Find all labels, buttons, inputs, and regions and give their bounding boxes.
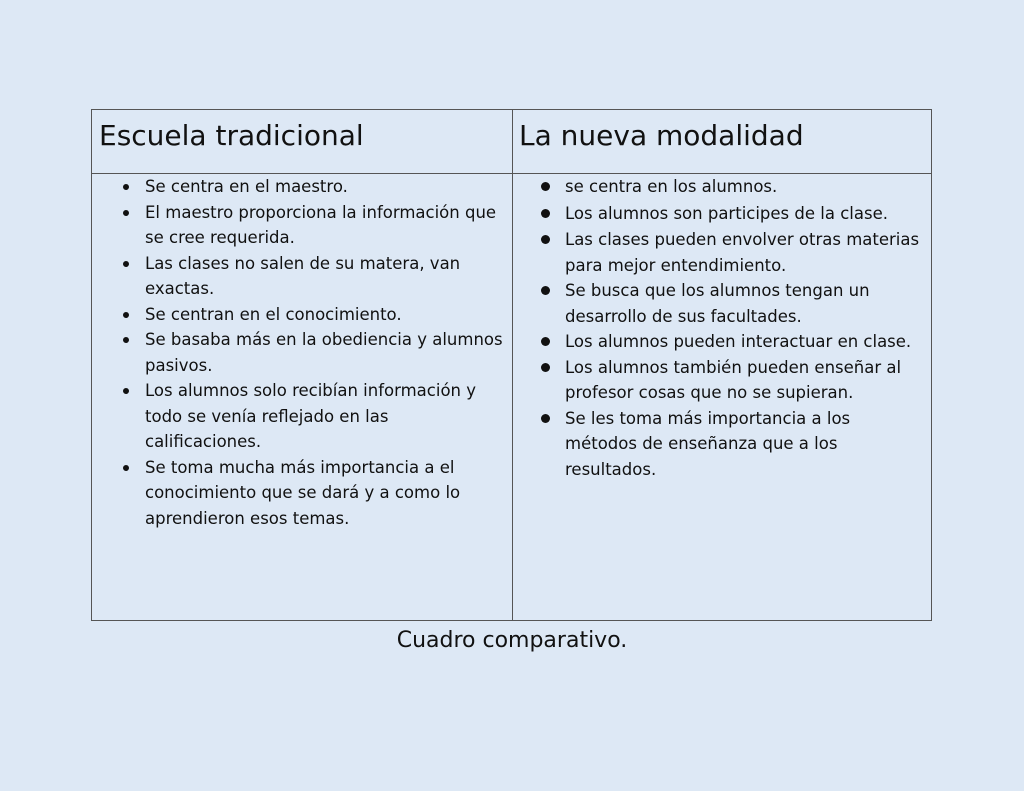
bullet-icon bbox=[123, 261, 129, 267]
list-item: Los alumnos son participes de la clase. bbox=[565, 201, 927, 227]
list-item: se centra en los alumnos. bbox=[565, 174, 927, 200]
list-item: Se centran en el conocimiento. bbox=[145, 302, 505, 328]
list-item: Las clases no salen de su matera, van exactas. bbox=[145, 251, 505, 302]
left-column-list bbox=[145, 174, 505, 531]
bullet-icon bbox=[541, 363, 550, 372]
bullet-icon bbox=[123, 312, 129, 318]
list-item: Se busca que los alumnos tengan un desarrollo de sus facultades. bbox=[565, 278, 927, 329]
bullet-icon bbox=[541, 414, 550, 423]
list-item: Se toma mucha más importancia a el conocimiento que se dará y a como lo aprendieron esos temas. bbox=[145, 455, 505, 532]
list-item: Se basaba más en la obediencia y alumnos pasivos. bbox=[145, 327, 505, 378]
list-item: Los alumnos también pueden enseñar al profesor cosas que no se supieran. bbox=[565, 355, 927, 406]
bullet-icon bbox=[123, 210, 129, 216]
table-caption: Cuadro comparativo. bbox=[396, 628, 628, 653]
bullet-icon bbox=[123, 337, 129, 343]
bullet-icon bbox=[123, 388, 129, 394]
bullet-icon bbox=[123, 184, 129, 190]
bullet-icon bbox=[541, 337, 550, 346]
right-column-list bbox=[565, 174, 927, 482]
list-item: Se centra en el maestro. bbox=[145, 174, 505, 200]
bullet-icon bbox=[123, 465, 129, 471]
list-item: Las clases pueden envolver otras materias para mejor entendimiento. bbox=[565, 227, 927, 278]
column-divider bbox=[512, 110, 513, 620]
list-item: El maestro proporciona la información que se cree requerida. bbox=[145, 200, 505, 251]
list-item: Los alumnos solo recibían información y todo se venía reflejado en las calificaciones. bbox=[145, 378, 505, 455]
bullet-icon bbox=[541, 286, 550, 295]
bullet-icon bbox=[541, 182, 550, 191]
header-escuela-tradicional: Escuela tradicional bbox=[99, 119, 364, 152]
bullet-icon bbox=[541, 235, 550, 244]
bullet-icon bbox=[541, 209, 550, 218]
list-item: Se les toma más importancia a los métodos de enseñanza que a los resultados. bbox=[565, 406, 927, 483]
list-item: Los alumnos pueden interactuar en clase. bbox=[565, 329, 927, 355]
header-nueva-modalidad: La nueva modalidad bbox=[519, 119, 804, 152]
